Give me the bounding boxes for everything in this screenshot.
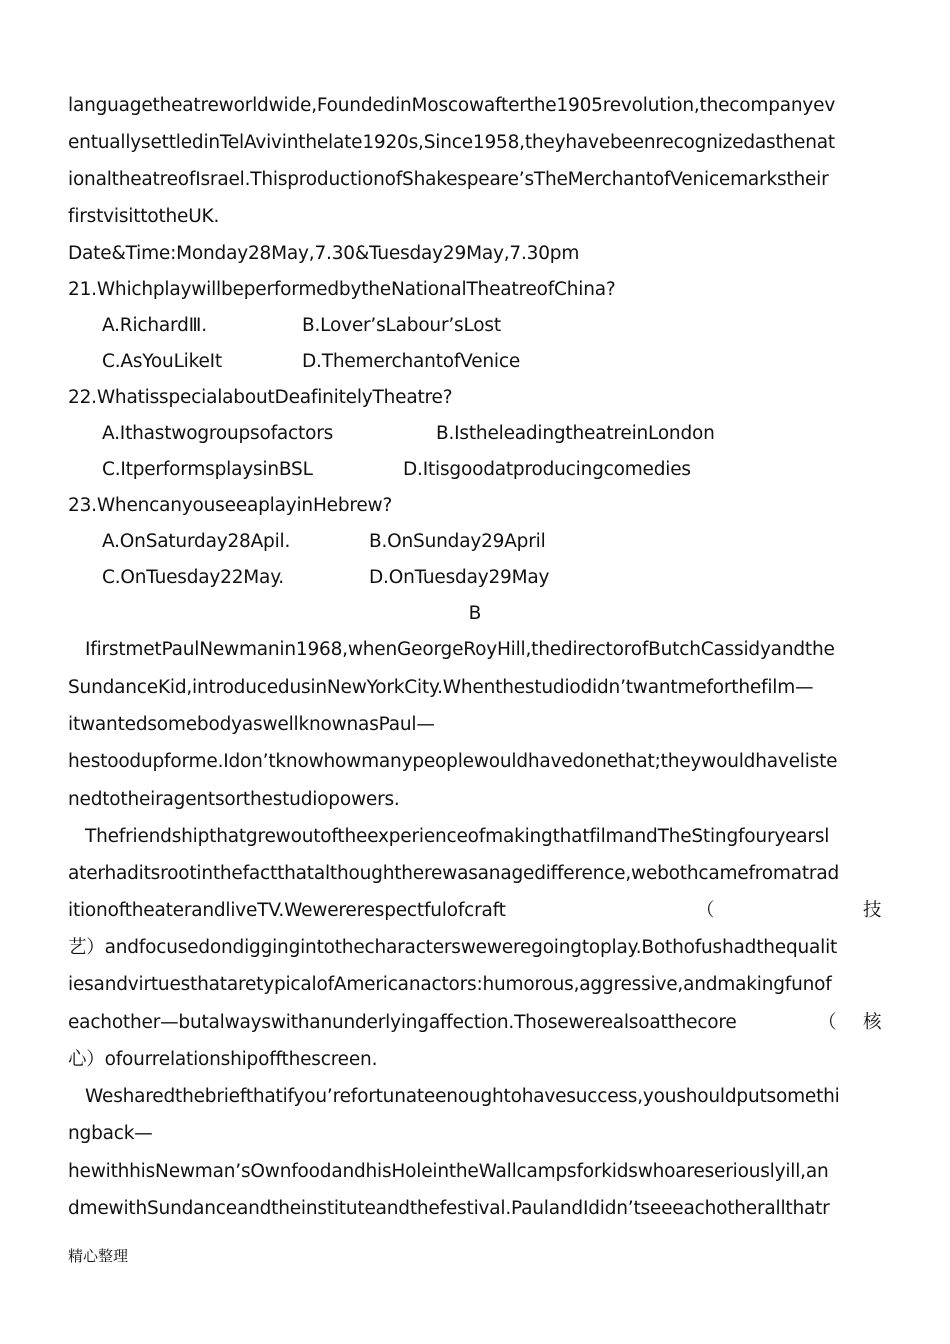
- option-d: D.Itisgoodatproducingcomedies: [403, 459, 691, 480]
- option-b: B.IstheleadingtheatreinLondon: [436, 423, 715, 444]
- passage-b-p3-line: Wesharedthebriefthatifyou’refortunateenoughtohavesuccess,youshouldputsomethi: [85, 1086, 840, 1107]
- page-footer: 精心整理: [68, 1247, 129, 1265]
- question-21-options-row: [102, 314, 501, 338]
- option-b: B.Lover’sLabour’sLost: [302, 315, 501, 336]
- passage-b-p2-line: [68, 899, 882, 923]
- passage-a-line: ionaltheatreofIsrael.ThisproductionofShakespeare’sTheMerchantofVenicemarkstheir: [68, 169, 829, 190]
- option-a: A.Ithastwogroupsofactors: [102, 423, 334, 444]
- passage-b-p1-line: hestoodupforme.Idon’tknowhowmanypeoplewouldhavedonethat;theywouldhaveliste: [68, 751, 838, 772]
- cjk-gloss: 技: [863, 900, 882, 921]
- option-c: C.AsYouLikeIt: [102, 351, 222, 372]
- question-23-options-row: [102, 530, 546, 554]
- question-21-options-row: [102, 350, 520, 374]
- passage-b-p2-line: aterhaditsrootinthefactthatalthoughtherewasanagedifference,webothcamefromatrad: [68, 863, 840, 884]
- fullwidth-paren: （: [818, 1012, 837, 1033]
- passage-b-p1-line: itwantedsomebodyaswellknownasPaul—: [68, 714, 435, 735]
- passage-b-p2-line: 心）ofourrelationshipoffthescreen.: [68, 1049, 378, 1070]
- question-23-options-row: [102, 566, 550, 590]
- option-a: A.OnSaturday28Apil.: [102, 531, 291, 552]
- question-22-options-row: [102, 458, 691, 482]
- option-d: D.ThemerchantofVenice: [302, 351, 520, 372]
- section-b-heading: B: [468, 603, 482, 624]
- passage-b-p3-line: dmewithSundanceandtheinstituteandthefestival.PaulandIdidn’tseeeachotherallthatr: [68, 1198, 830, 1219]
- question-23-stem: 23.WhencanyouseeaplayinHebrew?: [68, 495, 393, 516]
- passage-b-p2-line: 艺）andfocusedondiggingintothecharactersweweregoingtoplay.Bothofushadthequalit: [68, 937, 838, 958]
- passage-a-line: entuallysettledinTelAvivinthelate1920s,Since1958,theyhavebeenrecognizedasthenat: [68, 132, 835, 153]
- question-22-stem: 22.WhatisspecialaboutDeafinitelyTheatre?: [68, 387, 453, 408]
- question-21-stem: 21.WhichplaywillbeperformedbytheNationalTheatreofChina?: [68, 279, 616, 300]
- passage-b-p3-line: hewithhisNewman’sOwnfoodandhisHoleintheWallcampsforkidswhoareseriouslyill,an: [68, 1161, 829, 1182]
- passage-a-line: firstvisittotheUK.: [68, 206, 220, 227]
- passage-b-text: eachother—butalwayswithanunderlyingaffection.Thosewerealsoatthecore: [68, 1012, 737, 1033]
- fullwidth-paren: （: [696, 900, 715, 921]
- option-c: C.ItperformsplaysinBSL: [102, 459, 313, 480]
- date-time-line: Date&Time:Monday28May,7.30&Tuesday29May,7.30pm: [68, 243, 580, 264]
- passage-b-text: itionoftheaterandliveTV.Wewererespectfulofcraft: [68, 900, 506, 921]
- passage-b-p1-line: IfirstmetPaulNewmanin1968,whenGeorgeRoyHill,thedirectorofButchCassidyandthe: [85, 639, 835, 660]
- passage-b-p1-line: SundanceKid,introducedusinNewYorkCity.Whenthestudiodidn’twantmeforthefilm—: [68, 677, 814, 698]
- passage-b-p1-line: nedtotheiragentsorthestudiopowers.: [68, 789, 400, 810]
- cjk-gloss: 核: [863, 1012, 882, 1033]
- passage-b-p2-line: ThefriendshipthatgrewoutoftheexperienceofmakingthatfilmandTheStingfouryearsl: [85, 826, 830, 847]
- option-b: B.OnSunday29April: [369, 531, 546, 552]
- question-22-options-row: [102, 422, 715, 446]
- passage-b-p2-line: [68, 1011, 882, 1035]
- option-a: A.RichardⅢ.: [102, 315, 207, 336]
- option-d: D.OnTuesday29May: [369, 567, 550, 588]
- option-c: C.OnTuesday22May.: [102, 567, 284, 588]
- passage-b-p3-line: ngback—: [68, 1123, 153, 1144]
- passage-a-line: languagetheatreworldwide,FoundedinMoscowafterthe1905revolution,thecompanyev: [68, 95, 836, 116]
- passage-b-p2-line: iesandvirtuesthataretypicalofAmericanactors:humorous,aggressive,andmakingfunof: [68, 974, 832, 995]
